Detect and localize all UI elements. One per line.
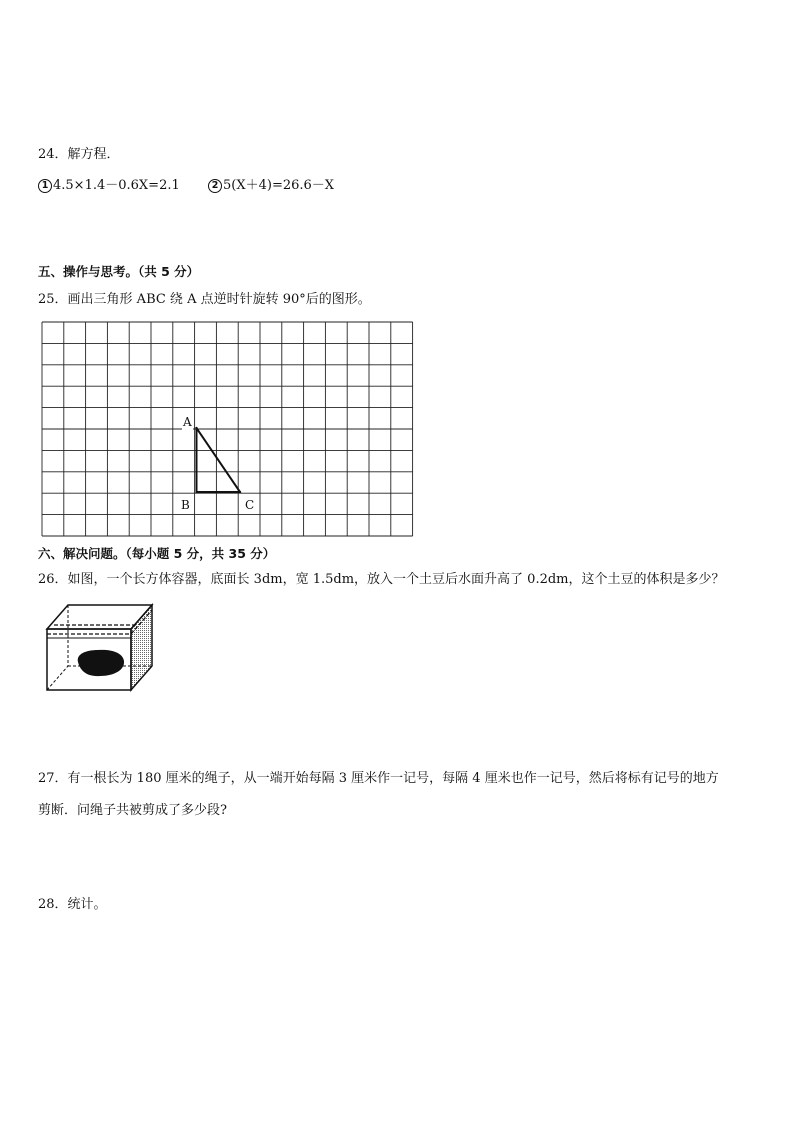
circled-number-2: 2 [208,179,222,193]
vertex-label-a: A [183,415,192,429]
triangle-abc [197,428,241,492]
cuboid-container-figure [40,600,160,695]
triangle-side-ac [197,428,241,492]
q27-line-1: 27．有一根长为 180 厘米的绳子，从一端开始每隔 3 厘米作一记号，每隔 4 厘米也作一记号，然后将标有记号的地方 [38,771,719,786]
section5-title: 五、操作与思考。（共 5 分） [38,264,200,279]
q28-text: 28．统计。 [38,897,107,912]
circled-number-1: 1 [38,179,52,193]
q26-text: 26．如图，一个长方体容器，底面长 3dm，宽 1.5dm，放入一个土豆后水面升高了 0.2dm，这个土豆的体积是多少？ [38,572,725,587]
vertex-label-c: C [245,498,255,512]
section6-title: 六、解决问题。（每小题 5 分，共 35 分） [38,546,276,561]
grid-lines [42,322,413,536]
q24-title: 24．解方程． [38,147,120,162]
q24-equation-1-text: 4.5×1.4－0.6X=2.1 [53,178,180,193]
vertex-label-b: B [181,498,190,512]
potato [78,650,124,676]
q25-text: 25．画出三角形 ABC 绕 A 点逆时针旋转 90°后的图形。 [38,292,371,307]
q27-line-2: 剪断．问绳子共被剪成了多少段? [38,803,227,818]
q24-equation-2-text: 5(X＋4)=26.6－X [223,178,335,193]
